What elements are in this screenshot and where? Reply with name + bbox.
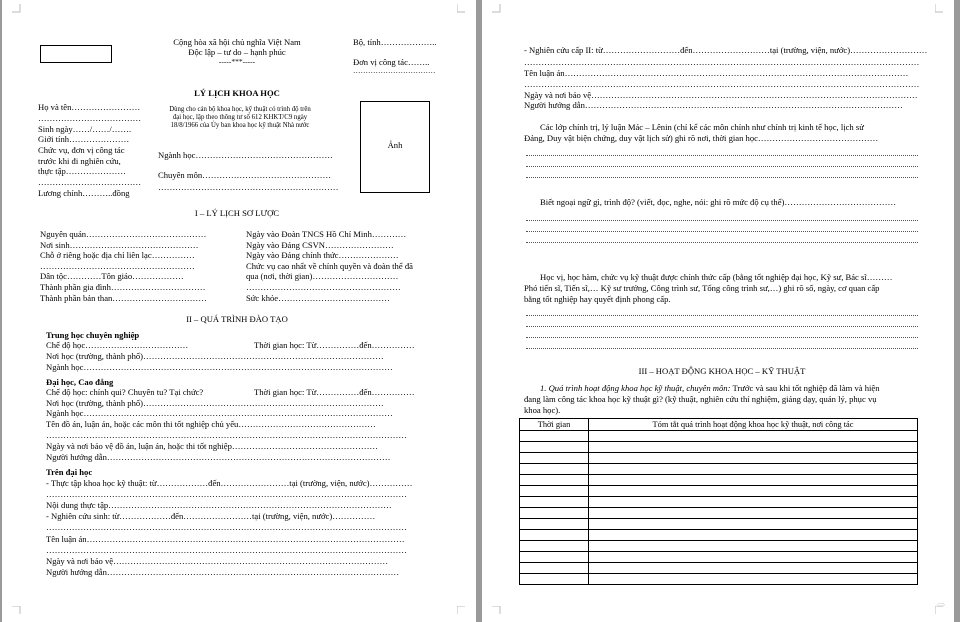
table-cell[interactable] [520, 530, 589, 541]
university-line: Tên đồ án, luận án, hoặc các môn thi tốt nghiệp chủ yếu………………………………………… [46, 419, 376, 429]
table-cell[interactable] [589, 574, 918, 585]
agency-field: Đơn vị công tác…….. [353, 57, 430, 67]
full-name-field: Họ và tên…………………… [38, 102, 141, 112]
table-cell[interactable] [589, 431, 918, 442]
page2-top-line: ………………………………………………………………………………………………………………………… [524, 57, 920, 67]
language-paragraph: Biết ngoại ngữ gì, trình độ? (viết, đọc, nghe, nói: ghi rõ mức độ cụ thể)………………………………… [540, 197, 897, 207]
ministry-field: Bộ, tỉnh……………….. [353, 37, 437, 47]
description-line: đại học, lập theo thông tư số 612 KHKT/C9 ngày [172, 114, 308, 121]
description-line: 18/8/1966 của Ủy ban khoa học kỹ thuật Nhà nước [170, 122, 310, 129]
postgraduate-line: ……………………………………………………………………………………………………………… [46, 489, 407, 499]
left-info-line: ……………………………… [38, 113, 142, 123]
heading-university: Đại học, Cao đẳng [46, 377, 114, 387]
s1-right-line: Ngày vào Đoàn TNCS Hồ Chí Minh………… [246, 229, 407, 239]
table-cell[interactable] [589, 563, 918, 574]
salary-field: Lương chính………..đồng [38, 188, 130, 198]
postgraduate-line: Nội dung thực tập……………………………………………………………………………………… [46, 500, 392, 510]
motto: Độc lập – tư do – hạnh phúc [188, 47, 286, 57]
table-cell[interactable] [589, 464, 918, 475]
photo-label: Ảnh [387, 140, 403, 150]
university-regime: Chế độ học: chính qui? Chuyên tu? Tại chức? [46, 387, 204, 397]
blank-line [526, 348, 918, 349]
table-row [520, 475, 918, 486]
postgraduate-line: ……………………………………………………………………………………………………………… [46, 545, 407, 555]
table-cell[interactable] [589, 486, 918, 497]
section-3-title: III – HOẠT ĐỘNG KHOA HỌC – KỸ THUẬT [638, 366, 806, 376]
s1-left-line: Thành phần gia đình…………………………… [40, 282, 206, 292]
table-cell[interactable] [520, 519, 589, 530]
vocational-major: Ngành học……………………………………………………………………………………………… [46, 362, 393, 372]
table-row [520, 497, 918, 508]
degrees-paragraph: Học vị, học hàm, chức vụ kỹ thuật được chính thức cấp (bằng tốt nghiệp đại học, Kỹ sư, Bác sĩ……… [540, 272, 893, 282]
margin-corner-mark [492, 606, 501, 615]
table-cell[interactable] [589, 552, 918, 563]
vocational-time: Thời gian học: Từ……………đến…………… [254, 340, 415, 350]
postgraduate-line: Tên luận án………………………………………………………………………………………………… [46, 534, 405, 544]
section-3-line: khoa học). [524, 405, 561, 415]
table-cell[interactable] [520, 442, 589, 453]
table-cell[interactable] [520, 563, 589, 574]
s1-left-line: Nguyên quán…………………………………… [40, 229, 207, 239]
section-2-title: II – QUÁ TRÌNH ĐÀO TẠO [186, 314, 288, 324]
description-line: Dùng cho cán bộ khoa học, kỹ thuật có trình độ trên [169, 106, 311, 113]
photo-frame [360, 101, 430, 193]
birth-date-field: Sinh ngày……/……/……. [38, 124, 132, 134]
national-name: Cộng hòa xã hội chủ nghĩa Việt Nam [173, 37, 301, 47]
table-row [520, 563, 918, 574]
section-3-item-1 [540, 383, 880, 393]
postgraduate-line: - Nghiên cứu sinh: từ………………đến……………………tại (trường, viện, nước)…………… [46, 511, 376, 521]
table-row [520, 552, 918, 563]
degrees-paragraph: bằng tốt nghiệp hay quyết định phong cấp. [524, 294, 671, 304]
internship-field: thực tập………………… [38, 166, 126, 176]
blank-line [526, 315, 918, 316]
blank-line [526, 231, 918, 232]
table-cell[interactable] [520, 431, 589, 442]
margin-corner-mark [457, 606, 466, 615]
table-header-time: Thời gian [520, 419, 589, 431]
specialty-field: Chuyên môn……………………………………… [158, 170, 332, 180]
s1-right-line: Ngày vào Đảng chính thức………………… [246, 250, 399, 260]
document-number-box [40, 45, 112, 63]
specialty-field-cont: ……………………………………………………… [158, 182, 339, 192]
section-3-line: đang làm công tác khoa học kỹ thuật gì? (kỹ thuật, nghiên cứu thí nghiệm, giảng dạy, quản lý, phục vụ [524, 394, 877, 404]
s1-left-line: Nơi sinh……………………………………… [40, 240, 199, 250]
major-field: Ngành học………………………………………… [158, 150, 333, 160]
position-field-cont: trước khi đi nghiên cứu, [38, 156, 121, 166]
s1-right-line: ……………………………………………… [246, 282, 401, 292]
table-body [520, 431, 918, 585]
table-cell[interactable] [520, 453, 589, 464]
agency-dots: …………………………… [353, 66, 436, 75]
vocational-regime: Chế độ học……………………………… [46, 340, 189, 350]
degrees-paragraph: Phó tiến sĩ, Tiến sĩ,… Kỹ sư trưởng, Công trình sư, Tổng công trình sư,…) ghi rõ số, ngày, cơ quan cấp [524, 283, 880, 293]
postgraduate-line: - Thực tập khoa học kỹ thuật: từ………………đến……………………tại (trường, viện, nước)…………… [46, 478, 413, 488]
blank-line [526, 220, 918, 221]
section-3-item-text: Trước và sau khi tốt nghiệp đã làm và hiện [732, 383, 880, 393]
heading-vocational: Trung học chuyên nghiệp [46, 330, 140, 340]
table-row [520, 431, 918, 442]
section-3-item-label: 1. Quá trình hoạt động khoa học kỹ thuật, chuyên môn: [540, 383, 731, 393]
arrow-cursor-icon: ⇨ [937, 600, 946, 611]
table-cell[interactable] [589, 442, 918, 453]
left-info-line: ……………………………… [38, 177, 142, 187]
table-cell[interactable] [520, 475, 589, 486]
blank-line [526, 177, 918, 178]
university-line: Ngày và nơi bảo vệ đồ án, luận án, hoặc thi tốt nghiệp…………………………………………… [46, 441, 379, 451]
table-cell[interactable] [520, 541, 589, 552]
table-row [520, 442, 918, 453]
table-cell[interactable] [589, 530, 918, 541]
political-paragraph: Các lớp chính trị, lý luận Mác – Lênin (chỉ kể các môn chính như chính trị kinh tế học, lịch sử [540, 122, 864, 132]
heading-postgraduate: Trên đại học [46, 467, 93, 477]
page2-top-line: Người hướng dẫn………………………………………………………………………………………………… [524, 100, 903, 110]
margin-corner-mark [457, 4, 466, 13]
margin-corner-mark [12, 4, 21, 13]
s1-right-line: Chức vụ cao nhất về chính quyền và đoàn thể đã [246, 261, 413, 271]
document-page-1 [2, 0, 476, 622]
activities-table [519, 418, 918, 585]
page2-top-line: Tên luận án………………………………………………………………………………………………………… [524, 68, 909, 78]
table-cell[interactable] [589, 541, 918, 552]
margin-corner-mark [935, 4, 944, 13]
table-cell[interactable] [520, 552, 589, 563]
blank-line [526, 166, 918, 167]
table-cell[interactable] [589, 508, 918, 519]
table-row [520, 519, 918, 530]
document-page-2 [482, 0, 954, 622]
motto-stars: -----***----- [218, 57, 256, 66]
vocational-place: Nơi học (trường, thành phố)………………………………………………………………………… [46, 351, 384, 361]
table-row [520, 453, 918, 464]
postgraduate-line: Ngày và nơi bảo vệ…………………………………………………………………………………… [46, 556, 389, 566]
table-header-summary: Tóm tắt quá trình hoạt động khoa học kỹ thuật, nơi công tác [589, 419, 918, 431]
table-cell[interactable] [520, 497, 589, 508]
gender-field: Giới tính………………… [38, 134, 130, 144]
table-row [520, 486, 918, 497]
postgraduate-line: ……………………………………………………………………………………………………………… [46, 522, 407, 532]
blank-line [526, 155, 918, 156]
table-cell[interactable] [589, 519, 918, 530]
table-cell[interactable] [520, 508, 589, 519]
university-line: ……………………………………………………………………………………………………………… [46, 430, 407, 440]
s1-left-line: Chỗ ở riêng hoặc địa chỉ liên lạc…………… [40, 250, 195, 260]
table-cell[interactable] [589, 497, 918, 508]
s1-left-line: Dân tộc…………Tôn giáo……………… [40, 271, 184, 281]
table-row [520, 541, 918, 552]
university-line: Người hướng dẫn……………………………………………………………………………………… [46, 452, 391, 462]
s1-right-line: qua (nơi, thời gian)………………………… [246, 271, 399, 281]
page2-top-line: Ngày và nơi bảo vệ…………………………………………………………………………………………………… [524, 90, 918, 100]
s1-left-line: ……………………………………………… [40, 261, 195, 271]
page2-top-line: ………………………………………………………………………………………………………………………… [524, 79, 920, 89]
document-title: LÝ LỊCH KHOA HỌC [194, 88, 280, 98]
table-row [520, 530, 918, 541]
political-paragraph: Đảng, Duy vật biện chứng, duy vật lịch sử) ghi rõ nơi, thời gian học…………………………………… [524, 133, 879, 143]
margin-corner-mark [12, 606, 21, 615]
s1-right-line: Sức khỏe………………………………… [246, 293, 390, 303]
table-cell[interactable] [589, 475, 918, 486]
table-row [520, 574, 918, 585]
university-line: Nơi học (trường, thành phố)………………………………………………………………………… [46, 398, 384, 408]
s1-right-line: Ngày vào Đảng CSVN…………………… [246, 240, 394, 250]
university-line: Ngành học……………………………………………………………………………………………… [46, 408, 393, 418]
table-row [520, 464, 918, 475]
table-cell[interactable] [520, 464, 589, 475]
table-cell[interactable] [589, 453, 918, 464]
margin-corner-mark [492, 4, 501, 13]
blank-line [526, 242, 918, 243]
blank-line [526, 337, 918, 338]
blank-line [526, 326, 918, 327]
university-time: Thời gian học: Từ……………đến…………… [254, 387, 415, 397]
s1-left-line: Thành phần bản than…………………………… [40, 293, 207, 303]
research-level-2-line: - Nghiên cứu cấp II: từ………………………đến………………………tại (trường, viện, nước)……………………… [524, 45, 928, 55]
section-1-title: I – LÝ LỊCH SƠ LƯỢC [194, 208, 280, 218]
postgraduate-line: Người hướng dẫn………………………………………………………………………………………… [46, 567, 400, 577]
position-field: Chức vụ, đơn vị công tác [38, 145, 125, 155]
table-cell[interactable] [520, 486, 589, 497]
table-row [520, 508, 918, 519]
table-cell[interactable] [520, 574, 589, 585]
